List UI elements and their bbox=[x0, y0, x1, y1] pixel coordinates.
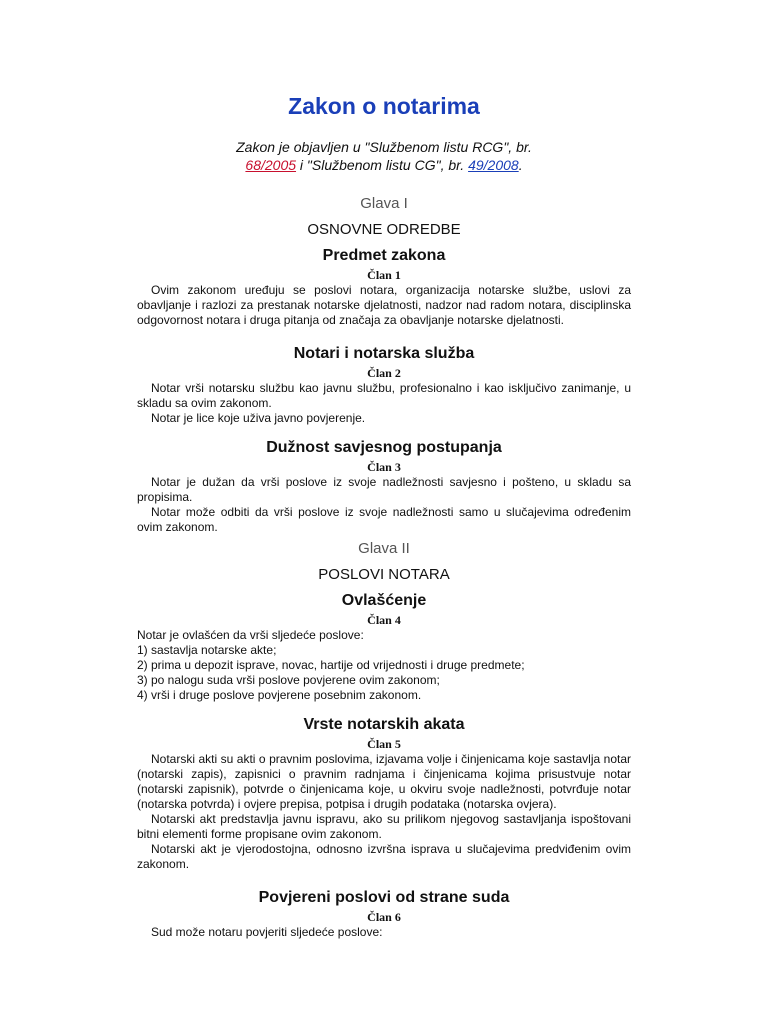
article-paragraph: Notar je dužan da vrši poslove iz svoje nadležnosti savjesno i pošteno, u skladu sa propisima. bbox=[137, 475, 631, 504]
article-paragraph: Notar vrši notarsku službu kao javnu službu, profesionalno i kao isključivo zanimanje, u skladu sa ovim zakonom. bbox=[137, 381, 631, 410]
chapter-title: OSNOVNE ODREDBE bbox=[307, 221, 461, 238]
article-number: Član 5 bbox=[367, 737, 401, 751]
article-number: Član 4 bbox=[367, 613, 401, 627]
article-number: Član 3 bbox=[367, 460, 401, 474]
publication-end: . bbox=[518, 157, 523, 173]
section-heading: Notari i notarska služba bbox=[293, 345, 475, 362]
section-heading: Dužnost savjesnog postupanja bbox=[266, 439, 502, 456]
article-number: Član 2 bbox=[367, 366, 401, 380]
article-paragraph: Ovim zakonom uređuju se poslovi notara, organizacija notarske službe, uslovi za obavljanje i razlozi za prestanak notarske djelatnosti, nadzor nad radom notara, disciplinska odgovornost notara i druga pitanja od značaja za obavljanje notarske djelatnosti. bbox=[137, 283, 631, 327]
document-title: Zakon o notarima bbox=[288, 93, 480, 119]
article-number: Član 6 bbox=[367, 910, 401, 924]
list-item: 4) vrši i druge poslove povjerene posebnim zakonom. bbox=[137, 688, 422, 702]
section-heading: Povjereni poslovi od strane suda bbox=[258, 889, 510, 906]
article-paragraph: Notar može odbiti da vrši poslove iz svoje nadležnosti samo u slučajevima određenim ovim zakonom. bbox=[137, 505, 631, 534]
chapter-title: POSLOVI NOTARA bbox=[318, 566, 450, 583]
publication-line1: Zakon je objavljen u "Službenom listu RCG", br. bbox=[236, 139, 532, 155]
section-heading: Predmet zakona bbox=[322, 247, 446, 264]
list-item: 2) prima u depozit isprave, novac, hartije od vrijednosti i druge predmete; bbox=[137, 658, 525, 672]
document-body bbox=[137, 90, 631, 940]
article-number: Član 1 bbox=[367, 268, 401, 282]
section-heading: Ovlašćenje bbox=[341, 592, 427, 609]
article-paragraph: Sud može notaru povjeriti sljedeće poslove: bbox=[151, 925, 383, 939]
chapter-label: Glava II bbox=[358, 540, 410, 557]
article-paragraph: Notar je lice koje uživa javno povjerenje. bbox=[151, 411, 366, 425]
publication-note bbox=[137, 138, 631, 174]
article-paragraph: Notarski akt je vjerodostojna, odnosno izvršna isprava u slučajevima predviđenim ovim zakonom. bbox=[137, 842, 631, 871]
chapter-label: Glava I bbox=[360, 195, 408, 212]
section-heading: Vrste notarskih akata bbox=[303, 716, 465, 733]
publication-mid: i "Službenom listu CG", br. bbox=[296, 157, 469, 173]
gazette-link-2005[interactable]: 68/2005 bbox=[245, 157, 297, 173]
gazette-link-2008[interactable]: 49/2008 bbox=[468, 157, 519, 173]
article-paragraph: Notarski akt predstavlja javnu ispravu, ako su prilikom njegovog sastavljanja ispoštovani bitni elementi forme propisane ovim zakonom. bbox=[137, 812, 631, 841]
list-item: 3) po nalogu suda vrši poslove povjerene ovim zakonom; bbox=[137, 673, 440, 687]
article-intro: Notar je ovlašćen da vrši sljedeće poslove: bbox=[137, 628, 364, 642]
list-item: 1) sastavlja notarske akte; bbox=[137, 643, 277, 657]
article-paragraph: Notarski akti su akti o pravnim poslovima, izjavama volje i činjenicama koje sastavlja notar (notarski zapis), zapisnici o pravnim radnjama i činjenicama kojima prisustvuje notar (notarski zapisnik), potvrde o činjenicama koje, u okviru svoje nadležnosti, potvrđuje notar (notarska potvrda) i ovjere prepisa, potpisa i drugih podataka (notarska ovjera). bbox=[137, 752, 631, 811]
